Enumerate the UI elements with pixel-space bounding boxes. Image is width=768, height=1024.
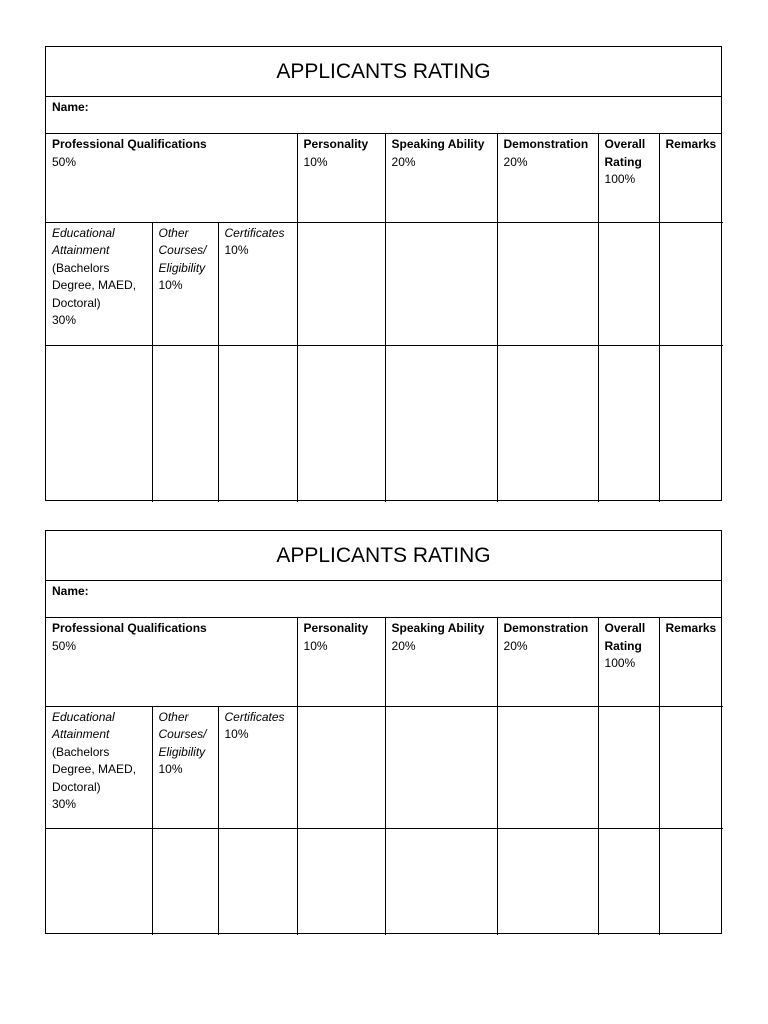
applicants-rating-form-2 [45, 530, 722, 934]
name-field[interactable]: Name: [46, 581, 721, 618]
entry-row [46, 345, 723, 502]
form-title: APPLICANTS RATING [46, 47, 721, 97]
rating-table [46, 134, 723, 502]
header-personality: Personality 10% [297, 134, 385, 222]
cell-personality[interactable] [297, 706, 385, 828]
cell-demonstration[interactable] [497, 222, 598, 345]
header-speaking-ability: Speaking Ability 20% [385, 618, 497, 706]
entry-demonstration[interactable] [497, 828, 598, 935]
applicants-rating-form-1 [45, 46, 722, 501]
header-personality: Personality 10% [297, 618, 385, 706]
entry-overall-rating[interactable] [598, 828, 659, 935]
subheader-row [46, 222, 723, 345]
cell-demonstration[interactable] [497, 706, 598, 828]
header-overall-rating: Overall Rating 100% [598, 134, 659, 222]
header-demonstration: Demonstration 20% [497, 134, 598, 222]
entry-personality[interactable] [297, 345, 385, 502]
header-overall-rating: Overall Rating 100% [598, 618, 659, 706]
subheader-educational-attainment: Educational Attainment (Bachelors Degree, MAED, Doctoral) 30% [46, 706, 152, 828]
header-speaking-ability: Speaking Ability 20% [385, 134, 497, 222]
cell-remarks[interactable] [659, 222, 723, 345]
header-row [46, 134, 723, 222]
header-row [46, 618, 723, 706]
cell-remarks[interactable] [659, 706, 723, 828]
entry-educational-attainment[interactable] [46, 828, 152, 935]
entry-personality[interactable] [297, 828, 385, 935]
subheader-educational-attainment: Educational Attainment (Bachelors Degree, MAED, Doctoral) 30% [46, 222, 152, 345]
entry-other-courses[interactable] [152, 828, 218, 935]
name-field[interactable]: Name: [46, 97, 721, 134]
cell-speaking-ability[interactable] [385, 222, 497, 345]
entry-overall-rating[interactable] [598, 345, 659, 502]
cell-overall-rating[interactable] [598, 222, 659, 345]
subheader-row [46, 706, 723, 828]
cell-speaking-ability[interactable] [385, 706, 497, 828]
entry-educational-attainment[interactable] [46, 345, 152, 502]
entry-certificates[interactable] [218, 828, 297, 935]
header-professional-qualifications: Professional Qualifications 50% [46, 134, 297, 222]
entry-row [46, 828, 723, 935]
header-remarks: Remarks [659, 618, 723, 706]
entry-speaking-ability[interactable] [385, 345, 497, 502]
entry-remarks[interactable] [659, 828, 723, 935]
rating-table [46, 618, 723, 935]
cell-personality[interactable] [297, 222, 385, 345]
header-remarks: Remarks [659, 134, 723, 222]
subheader-certificates: Certificates 10% [218, 222, 297, 345]
entry-other-courses[interactable] [152, 345, 218, 502]
cell-overall-rating[interactable] [598, 706, 659, 828]
subheader-other-courses: Other Courses/ Eligibility 10% [152, 706, 218, 828]
header-demonstration: Demonstration 20% [497, 618, 598, 706]
subheader-other-courses: Other Courses/ Eligibility 10% [152, 222, 218, 345]
entry-remarks[interactable] [659, 345, 723, 502]
entry-demonstration[interactable] [497, 345, 598, 502]
header-professional-qualifications: Professional Qualifications 50% [46, 618, 297, 706]
entry-speaking-ability[interactable] [385, 828, 497, 935]
form-title: APPLICANTS RATING [46, 531, 721, 581]
entry-certificates[interactable] [218, 345, 297, 502]
subheader-certificates: Certificates 10% [218, 706, 297, 828]
